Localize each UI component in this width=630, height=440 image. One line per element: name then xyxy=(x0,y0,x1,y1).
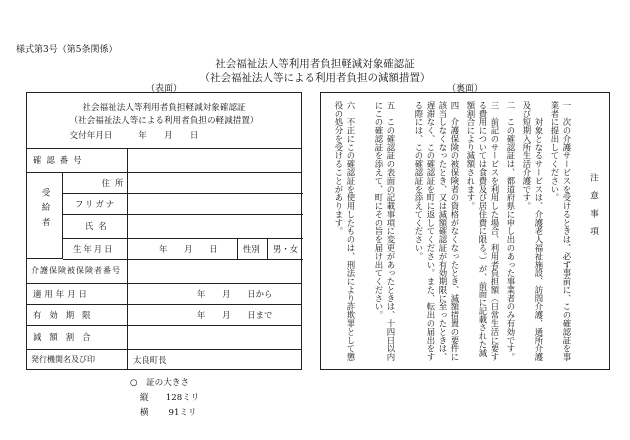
valid-until-row xyxy=(27,304,301,326)
birth-value: 年 月 日 xyxy=(159,243,218,254)
front-card-subtitle: （社会福祉法人等による利用者負担の軽減措置） xyxy=(69,116,259,126)
back-item-4: 四 介護保険の被保険者の資格がなくなったとき、減額措置の要件に該当しなくなったとき、又は減額確認証が有効期限に至ったときは、遅滞なく、この確認証を町に返してください。また、転出の届出をする際には、この確認証を添えてください。 xyxy=(414,101,460,362)
furigana-row xyxy=(63,193,303,215)
recipient-label: 受給者 xyxy=(40,188,50,232)
insured-number-label: 介護保険被保険者番号 xyxy=(31,266,121,275)
address-row xyxy=(63,172,303,194)
gender-value: 男・女 xyxy=(273,243,299,254)
birth-row xyxy=(63,238,303,260)
valid-until-value: 年 月 日まで xyxy=(197,309,273,320)
back-item-5: 五 この確認証の表面の記載事項に変更があったときは、十四日以内にこの確認証を添えて、町にその旨を届け出てください。 xyxy=(374,101,396,362)
page-title: 社会福祉法人等利用者負担軽減対象確認証 xyxy=(215,58,415,70)
confirm-number-label: 確認番号 xyxy=(33,155,87,165)
issuer-label: 発行機関名及び印 xyxy=(31,355,95,364)
back-item-1: 一 次の介護サービスを受けるときは、必ず事前に、この確認証を事業者に提出してください。 xyxy=(550,101,572,362)
reduction-rate-row xyxy=(27,325,301,350)
form-label: 様式第3号（第5条関係） xyxy=(16,45,118,55)
front-card xyxy=(26,92,302,370)
front-side-label: （表面） xyxy=(145,84,182,94)
furigana-label: フリガナ xyxy=(75,198,117,209)
apply-date-row xyxy=(27,283,301,305)
address-label: 住所 xyxy=(101,177,129,188)
size-heading: ○ 証の大きさ xyxy=(130,378,190,388)
back-side-label: （裏面） xyxy=(446,84,483,94)
name-row xyxy=(63,214,303,239)
birth-label: 生年月日 xyxy=(73,243,115,254)
recipient-block xyxy=(27,172,63,259)
front-card-header xyxy=(27,93,301,149)
gender-label: 性別 xyxy=(243,243,260,254)
back-card xyxy=(320,92,610,370)
front-card-title: 社会福祉法人等利用者負担軽減対象確認証 xyxy=(82,103,246,113)
size-height: 縦 128ミリ xyxy=(140,393,200,403)
valid-until-label: 有効期限 xyxy=(33,309,99,320)
confirm-number-row xyxy=(27,148,301,173)
insured-number-row xyxy=(27,259,301,284)
issue-date-label: 交付年月日 年 月 日 xyxy=(69,131,199,141)
issuer-row xyxy=(27,349,301,370)
size-width: 横 91ミリ xyxy=(140,408,197,418)
page-subtitle: （社会福祉法人等による利用者負担の減額措置） xyxy=(199,72,431,84)
back-item-6: 六 不正にこの確認証を使用したものは、刑法により詐欺罪として懲役の処分を受けることがあります。 xyxy=(334,101,356,362)
reduction-rate-label: 減額割合 xyxy=(33,332,99,342)
apply-date-value: 年 月 日から xyxy=(197,288,273,299)
issuer-value: 太良町長 xyxy=(133,354,167,365)
back-item-1b: 対象となるサービスは、介護老人福祉施設、訪問介護、通所介護及び短期入所生活介護です。 xyxy=(522,101,544,362)
name-label: 氏名 xyxy=(85,221,112,231)
back-item-2: 二 この確認証は、都道府県に申し出のあった事業者のみ有効です。 xyxy=(506,101,516,362)
apply-date-label: 適用年月日 xyxy=(33,288,90,299)
back-item-3: 三 前記のサービスを利用した場合、利用者負担額（日常生活に要する費用については食費及び居住費に限る。）が、前面に記載された減額割合により減額されます。 xyxy=(466,101,500,362)
back-heading: 注意事項 xyxy=(588,173,598,245)
